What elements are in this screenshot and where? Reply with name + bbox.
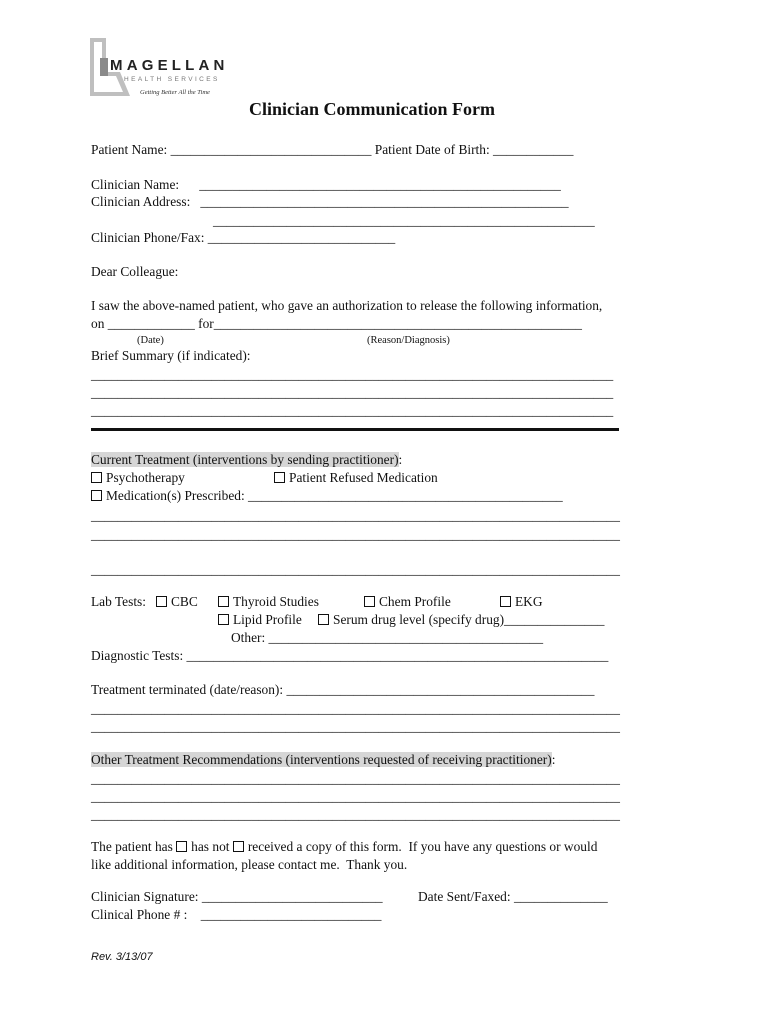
thyroid-option[interactable]	[218, 594, 319, 610]
release-statement: I saw the above-named patient, who gave an authorization to release the following information,	[91, 298, 603, 313]
reason-caption: (Reason/Diagnosis)	[367, 335, 450, 346]
lab-tests-label: Lab Tests:	[91, 594, 146, 609]
psychotherapy-label: Psychotherapy	[106, 470, 185, 485]
has-not-checkbox[interactable]	[233, 841, 244, 852]
chem-checkbox[interactable]	[364, 596, 375, 607]
cbc-label: CBC	[171, 594, 198, 609]
recommendations-blank-2[interactable]: _______________________________________________________________________________	[91, 789, 620, 804]
heading-colon: :	[398, 452, 403, 467]
terminated-blank-1[interactable]: _______________________________________________________________________________	[91, 701, 620, 716]
patient-line[interactable]: Patient Name: ______________________________ Patient Date of Birth: ____________	[91, 142, 574, 157]
patient-has-text: The patient has	[91, 839, 173, 854]
clinician-name-line[interactable]: Clinician Name: ______________________________________________________	[91, 177, 561, 192]
form-title: Clinician Communication Form	[249, 99, 495, 119]
medication-blank-2[interactable]: _______________________________________________________________________________	[91, 527, 620, 542]
cbc-checkbox[interactable]	[156, 596, 167, 607]
date-caption: (Date)	[137, 335, 164, 346]
medication-option[interactable]	[91, 488, 563, 504]
clinical-phone-line[interactable]: Clinical Phone # : ___________________________	[91, 907, 382, 922]
serum-checkbox[interactable]	[318, 614, 329, 625]
other-recommendations-heading	[91, 752, 555, 768]
medication-blank-1[interactable]: _______________________________________________________________________________	[91, 508, 620, 523]
copy-statement	[91, 839, 597, 855]
brief-summary-label: Brief Summary (if indicated):	[91, 348, 251, 363]
other-recommendations-heading-text: Other Treatment Recommendations (interventions requested of receiving practitioner)	[91, 752, 552, 767]
magellan-logo	[90, 38, 230, 102]
refused-medication-option[interactable]	[274, 470, 438, 486]
summary-blank-2[interactable]: ______________________________________________________________________________	[91, 385, 614, 400]
salutation: Dear Colleague:	[91, 264, 179, 279]
psychotherapy-option[interactable]	[91, 470, 185, 486]
serum-label: Serum drug level (specify drug)_______________	[333, 612, 605, 627]
medication-label: Medication(s) Prescribed: _______________________________________________	[106, 488, 563, 503]
clinician-address-line-2[interactable]: _________________________________________________________	[213, 213, 595, 228]
terminated-blank-2[interactable]: _______________________________________________________________________________	[91, 719, 620, 734]
recommendations-blank-3[interactable]: _______________________________________________________________________________	[91, 807, 620, 822]
thyroid-label: Thyroid Studies	[233, 594, 319, 609]
logo-tagline: Getting Better All the Time	[140, 89, 210, 96]
release-date-reason-line[interactable]: on _____________ for_______________________________________________________	[91, 316, 582, 331]
lipid-option[interactable]	[218, 612, 302, 628]
heading-colon-2: :	[551, 752, 556, 767]
date-sent-line[interactable]: Date Sent/Faxed: ______________	[418, 889, 608, 904]
has-not-text: has not	[191, 839, 230, 854]
summary-blank-3[interactable]: ______________________________________________________________________________	[91, 403, 614, 418]
medication-blank-3[interactable]: _______________________________________________________________________________	[91, 562, 620, 577]
psychotherapy-checkbox[interactable]	[91, 472, 102, 483]
ekg-option[interactable]	[500, 594, 543, 610]
chem-label: Chem Profile	[379, 594, 451, 609]
serum-option[interactable]	[318, 612, 604, 628]
lipid-checkbox[interactable]	[218, 614, 229, 625]
logo-sub: HEALTH SERVICES	[124, 76, 220, 83]
refused-medication-label: Patient Refused Medication	[289, 470, 438, 485]
clinician-phone-line[interactable]: Clinician Phone/Fax: ____________________________	[91, 230, 396, 245]
received-text: received a copy of this form. If you have any questions or would	[247, 839, 598, 854]
contact-statement: like additional information, please contact me. Thank you.	[91, 857, 408, 872]
treatment-terminated-line[interactable]: Treatment terminated (date/reason): ______________________________________________	[91, 682, 595, 697]
summary-blank-1[interactable]: ______________________________________________________________________________	[91, 367, 614, 382]
ekg-checkbox[interactable]	[500, 596, 511, 607]
has-checkbox[interactable]	[176, 841, 187, 852]
lipid-label: Lipid Profile	[233, 612, 302, 627]
current-treatment-heading	[91, 452, 402, 468]
thyroid-checkbox[interactable]	[218, 596, 229, 607]
other-lab-line[interactable]: Other: _________________________________________	[231, 630, 544, 645]
chem-option[interactable]	[364, 594, 451, 610]
revision-date: Rev. 3/13/07	[91, 951, 153, 963]
refused-medication-checkbox[interactable]	[274, 472, 285, 483]
ekg-label: EKG	[515, 594, 543, 609]
medication-checkbox[interactable]	[91, 490, 102, 501]
clinician-address-line[interactable]: Clinician Address: _______________________________________________________	[91, 194, 569, 209]
section-divider	[91, 428, 619, 431]
cbc-option[interactable]	[156, 594, 198, 610]
diagnostic-tests-line[interactable]: Diagnostic Tests: _______________________________________________________________	[91, 648, 609, 663]
clinician-signature-line[interactable]: Clinician Signature: ___________________________	[91, 889, 383, 904]
current-treatment-heading-text: Current Treatment (interventions by sending practitioner)	[91, 452, 399, 467]
logo-name: MAGELLAN	[110, 57, 229, 74]
recommendations-blank-1[interactable]: _______________________________________________________________________________	[91, 771, 620, 786]
